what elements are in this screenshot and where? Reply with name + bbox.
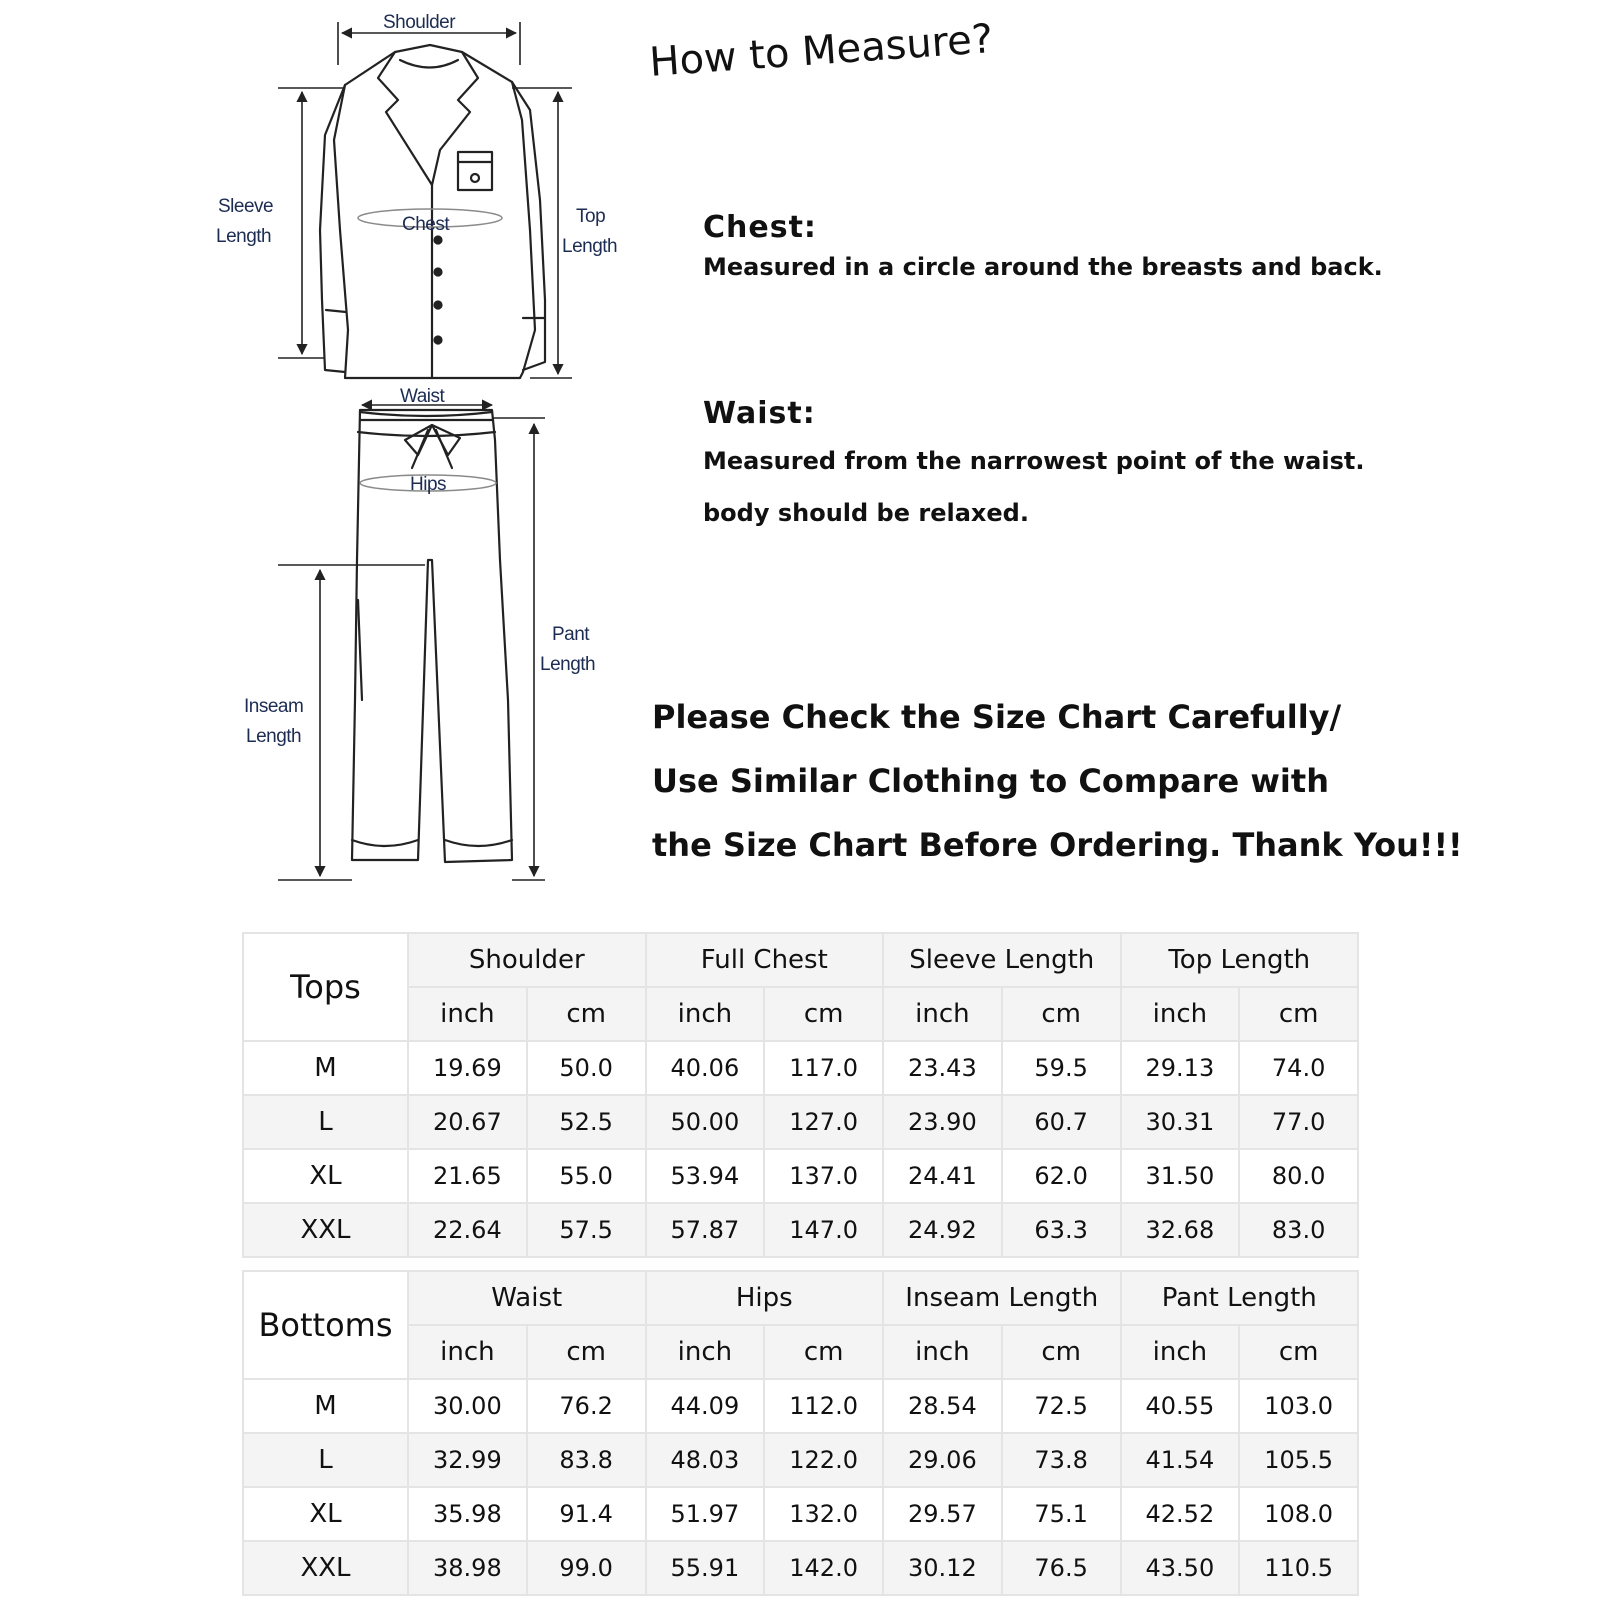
note-line-2: Use Similar Clothing to Compare with [652,762,1329,800]
table-row [243,1379,1358,1433]
table-cell: 62.0 [1002,1149,1121,1203]
bottoms-size-table [242,1270,1359,1596]
unit-cm: cm [764,1325,883,1379]
size-label: L [243,1433,408,1487]
tops-size-table [242,932,1359,1258]
table-cell: 52.5 [527,1095,646,1149]
bottoms-col-inseam-length: Inseam Length [883,1271,1121,1325]
table-cell: 76.2 [527,1379,646,1433]
table-cell: 53.94 [646,1149,765,1203]
table-cell: 41.54 [1121,1433,1240,1487]
table-cell: 29.06 [883,1433,1002,1487]
tops-label: Tops [243,933,408,1041]
table-cell: 48.03 [646,1433,765,1487]
label-hips: Hips [410,474,447,495]
table-row [243,1487,1358,1541]
unit-inch: inch [408,1325,527,1379]
table-cell: 99.0 [527,1541,646,1595]
chest-instructions [703,210,1383,293]
table-cell: 63.3 [1002,1203,1121,1257]
unit-inch: inch [646,987,765,1041]
label-inseam-1: Inseam [244,696,304,717]
tops-col-top-length: Top Length [1121,933,1359,987]
table-cell: 83.0 [1239,1203,1358,1257]
unit-inch: inch [883,1325,1002,1379]
size-label: XL [243,1487,408,1541]
bottoms-col-waist: Waist [408,1271,646,1325]
table-cell: 83.8 [527,1433,646,1487]
note-line-3: the Size Chart Before Ordering. Thank You!!! [652,826,1463,864]
unit-cm: cm [764,987,883,1041]
table-cell: 20.67 [408,1095,527,1149]
table-cell: 75.1 [1002,1487,1121,1541]
table-cell: 32.68 [1121,1203,1240,1257]
table-cell: 60.7 [1002,1095,1121,1149]
label-waist: Waist [400,386,445,407]
unit-inch: inch [1121,1325,1240,1379]
table-row [243,1541,1358,1595]
table-cell: 147.0 [764,1203,883,1257]
tops-col-sleeve-length: Sleeve Length [883,933,1121,987]
table-cell: 72.5 [1002,1379,1121,1433]
table-cell: 22.64 [408,1203,527,1257]
bottoms-col-pant-length: Pant Length [1121,1271,1359,1325]
table-cell: 59.5 [1002,1041,1121,1095]
unit-inch: inch [883,987,1002,1041]
unit-inch: inch [646,1325,765,1379]
table-cell: 38.98 [408,1541,527,1595]
chest-heading: Chest: [703,210,817,245]
label-top-1: Top [576,206,606,227]
bottoms-label: Bottoms [243,1271,408,1379]
size-label: M [243,1041,408,1095]
size-label: M [243,1379,408,1433]
table-cell: 137.0 [764,1149,883,1203]
table-cell: 55.91 [646,1541,765,1595]
label-sleeve-1: Sleeve [218,196,274,217]
label-chest: Chest [402,214,450,235]
unit-cm: cm [1002,987,1121,1041]
waist-text-1: Measured from the narrowest point of the waist. [703,447,1365,475]
unit-cm: cm [1002,1325,1121,1379]
table-cell: 57.87 [646,1203,765,1257]
label-inseam-2: Length [246,726,302,747]
table-cell: 44.09 [646,1379,765,1433]
table-cell: 24.41 [883,1149,1002,1203]
table-cell: 73.8 [1002,1433,1121,1487]
pajama-illustration [0,0,660,900]
table-cell: 21.65 [408,1149,527,1203]
unit-cm: cm [1239,987,1358,1041]
table-cell: 91.4 [527,1487,646,1541]
size-label: XXL [243,1203,408,1257]
table-cell: 31.50 [1121,1149,1240,1203]
table-cell: 117.0 [764,1041,883,1095]
table-row [243,1095,1358,1149]
tops-col-full-chest: Full Chest [646,933,884,987]
table-row [243,1149,1358,1203]
table-cell: 23.43 [883,1041,1002,1095]
unit-cm: cm [527,1325,646,1379]
waist-text-2: body should be relaxed. [703,499,1029,527]
table-cell: 122.0 [764,1433,883,1487]
table-cell: 50.00 [646,1095,765,1149]
table-cell: 50.0 [527,1041,646,1095]
waist-heading: Waist: [703,396,816,431]
label-pant-1: Pant [552,624,590,645]
table-row [243,1203,1358,1257]
unit-cm: cm [1239,1325,1358,1379]
size-label: L [243,1095,408,1149]
table-cell: 40.06 [646,1041,765,1095]
table-cell: 42.52 [1121,1487,1240,1541]
label-top-2: Length [562,236,618,257]
unit-cm: cm [527,987,646,1041]
measurement-diagram [0,0,660,900]
table-cell: 40.55 [1121,1379,1240,1433]
table-cell: 80.0 [1239,1149,1358,1203]
note-line-1: Please Check the Size Chart Carefully/ [652,698,1342,736]
table-row [243,1041,1358,1095]
table-cell: 43.50 [1121,1541,1240,1595]
table-cell: 30.12 [883,1541,1002,1595]
table-cell: 76.5 [1002,1541,1121,1595]
table-row [243,1433,1358,1487]
bottoms-col-hips: Hips [646,1271,884,1325]
page-title: How to Measure? [648,15,995,86]
table-cell: 30.00 [408,1379,527,1433]
table-cell: 30.31 [1121,1095,1240,1149]
table-cell: 55.0 [527,1149,646,1203]
table-cell: 142.0 [764,1541,883,1595]
table-cell: 77.0 [1239,1095,1358,1149]
table-cell: 29.57 [883,1487,1002,1541]
table-cell: 23.90 [883,1095,1002,1149]
table-cell: 108.0 [1239,1487,1358,1541]
unit-inch: inch [408,987,527,1041]
table-cell: 57.5 [527,1203,646,1257]
table-cell: 74.0 [1239,1041,1358,1095]
tops-col-shoulder: Shoulder [408,933,646,987]
table-cell: 127.0 [764,1095,883,1149]
shirt-outline [334,45,535,378]
table-cell: 132.0 [764,1487,883,1541]
table-cell: 112.0 [764,1379,883,1433]
table-cell: 28.54 [883,1379,1002,1433]
table-cell: 110.5 [1239,1541,1358,1595]
chest-text: Measured in a circle around the breasts and back. [703,253,1383,281]
table-cell: 103.0 [1239,1379,1358,1433]
size-chart-note [652,685,1572,877]
table-cell: 35.98 [408,1487,527,1541]
unit-inch: inch [1121,987,1240,1041]
table-cell: 29.13 [1121,1041,1240,1095]
size-label: XXL [243,1541,408,1595]
label-pant-2: Length [540,654,596,675]
table-cell: 19.69 [408,1041,527,1095]
label-sleeve-2: Length [216,226,272,247]
waist-instructions [703,396,1364,539]
table-cell: 51.97 [646,1487,765,1541]
size-label: XL [243,1149,408,1203]
label-shoulder: Shoulder [383,12,456,33]
table-cell: 105.5 [1239,1433,1358,1487]
table-cell: 32.99 [408,1433,527,1487]
table-cell: 24.92 [883,1203,1002,1257]
